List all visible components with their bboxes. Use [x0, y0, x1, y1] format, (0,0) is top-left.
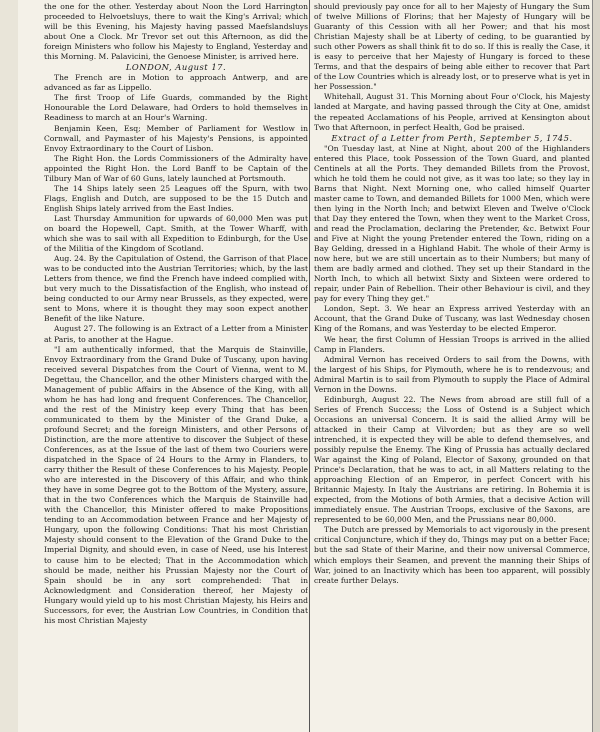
perth-letter-heading: Extract of a Letter from Perth, September 5, 1745.	[331, 132, 573, 143]
paragraph: Benjamin Keen, Esq; Member of Parliament for Westlow in Cornwall, and Paymaster of his Majesty's Pensions, is appointed Envoy Extraordinary to the Court of Lisbon.	[44, 123, 308, 153]
column-divider	[309, 0, 310, 732]
paragraph: London, Sept. 3. We hear an Express arrived Yesterday with an Account, that the Grand Duke of Tuscany, was last Wednesday chosen King of the Romans, and was Yesterday to be elected Emperor.	[314, 304, 590, 334]
paragraph: August 27. The following is an Extract of a Letter from a Minister at Paris, to another at the Hague.	[44, 324, 308, 344]
letter-extract: "I am authentically informed, that the Marquis de Stainville, Envoy Extraordinary from the Grand Duke of Tuscany, upon having received several Dispatches from the Court of Vienna, went to M. Degettau, the Chancellor, and the other Ministers charged with the Management of public Affairs in the Absence of the King, with all whom he has had long and frequent Conferences. The Chancellor, and the rest of the Ministry keep every Thing that has been communicated to them by the Minister of the Grand Duke, a profound Secret; and the foreign Ministers, and other Persons of Distinction, are the more attentive to discover the Subject of these Conferences, as at the Issue of the last of them two Couriers were dispatched in the Space of 24 Hours to the Army in Flanders, to carry thither the Result of these Conferences to his Majesty. People who are interested in the Discovery of this Affair, and who think they have in some Degree got to the Bottom of the Mystery, assure, that in the two Conferences which the Marquis de Stainville had with the Chancellor, this Minister offered to make Propositions tending to an Accommodation between France and her Majesty of Hungary, upon the following Conditions: That his most Christian Majesty should consent to the Elevation of the Grand Duke to the Imperial Dignity, and should even, in case of Need, use his Interest to cause him to be elected; That in the Accommodation which should be made, neither his Prussian Majesty nor the Court of Spain should be in any sort comprehended: That in Acknowledgment and Consideration thereof, her Majesty of Hungary would yield up to his most Christian Majesty, his Heirs and Successors, for ever, the Austrian Low Countries, in Condition that his most Christian Majesty	[44, 344, 308, 625]
edinburgh-paragraph: Edinburgh, August 22. The News from abroad are still full of a Series of French Success; the Loss of Ostend is a Subject which Occasions an universal Concern. It is said the allied Army will be attacked in their Camp at Vilvorden; but as they are so well intrenched, it is expected they will be able to defend themselves, and possibly repulse the Enemy. The King of Prussia has actually declared War against the King of Poland, Elector of Saxony, grounded on that Prince's Declaration, that he was to act, in all Matters relating to the approaching Election of an Emperor, in perfect Concert with his Britannic Majesty. In Italy the Austrians are retiring. In Bohemia it is expected, from the Motions of both Armies, that a decisive Action will immediately ensue. The Austrian Troops, exclusive of the Saxons, are represented to be 60,000 Men, and the Prussians near 80,000.	[314, 394, 590, 525]
whitehall-paragraph: Whitehall, August 31. This Morning about Four o'Clock, his Majesty landed at Margate, and having passed through the City at One, amidst the repeated Acclamations of his People, arrived at Kensington about Two that Afternoon, in perfect Health, God be praised.	[314, 92, 590, 132]
paragraph: We hear, the first Column of Hessian Troops is arrived in the allied Camp in Flanders.	[314, 334, 590, 354]
paragraph: The 14 Ships lately seen 25 Leagues off the Spurn, with two Flags, English and Dutch, are supposed to be the 15 Dutch and English Ships lately arrived from the East Indies.	[44, 183, 308, 213]
paragraph: The Dutch are pressed by Memorials to act vigorously in the present critical Conjuncture, which if they do, Things may put on a better Face; but the sad State of their Marine, and their now universal Commerce, which employs their Seamen, and prevent the manning their Ships of War, joined to an Inactivity which has been too apparent, will possibly create further Delays.	[314, 525, 590, 585]
paragraph: The Right Hon. the Lords Commissioners of the Admiralty have appointed the Right Hon. the Lord Banff to be Captain of the Tilbury Man of War of 60 Guns, lately launched at Portsmouth.	[44, 153, 308, 183]
paragraph: the one for the other. Yesterday about Noon the Lord Harrington proceeded to Helvoetsluys, there to wait the King's Arrival; which will be this Evening, his Majesty having passed Maefslandsluys about One a Clock. Mr Trevor set out this Afternoon, as did the foreign Ministers who follow his Majesty to England, Yesterday and this Morning. M. Palavicini, the Genoese Minister, is arrived here.	[44, 2, 308, 62]
paragraph: Last Thursday Ammunition for upwards of 60,000 Men was put on board the Hopewell, Capt. Smith, at the Tower Wharff, with which she was to sail with all Expedition to Edinburgh, for the Use of the Militia of the Kingdom of Scotland.	[44, 213, 308, 254]
left-column	[44, 2, 308, 730]
paragraph: should previously pay once for all to her Majesty of Hungary the Sum of twelve Millions of Florins; that her Majesty of Hungary will be Guaranty of this Cession with all her Power; and that his most Christian Majesty shall be at Liberty of ceding, to be guarantied by such other Powers as shall think fit to do so. If this is really the Case, it is easy to perceive that her Majesty of Hungary is forced to these Terms, and that the despairs of being able either to recover that Part of the Low Countries which is already lost, or to preserve what is yet in her Possession."	[314, 2, 590, 92]
perth-letter-body: "On Tuesday last, at Nine at Night, about 200 of the Highlanders entered this Place, took Possession of the Town Guard, and planted Centinels at all the Ports. They demanded Billets from the Provost, which he told them he could not give, as it was too late; so they lay in Barns that Night. Next Morning one, who called himself Quarter master came to Town, and demanded Billets for 1000 Men, which were then lying in the North Inch; and betwixt Eleven and Twelve o'Clock that Day they entered the Town, when they went to the Market Cross, and read the Proclamation, declaring the Pretender, &c. Betwixt Four and Five at Night the young Pretender entered the Town, riding on a Bay Gelding, dressed in a Highland Habit. The whole of their Army is now here, but we are still uncertain as to their Numbers; but many of them are badly armed and clothed. They set up their Standard in the North Inch, to which all betwixt Sixty and Sixteen were ordered to repair, under Pain of Rebellion. Their other Behaviour is civil, and they pay for every Thing they get."	[314, 143, 590, 304]
paragraph: Admiral Vernon has received Orders to sail from the Downs, with the largest of his Ships, for Plymouth, where he is to rendezvous; and Admiral Martin is to sail from Plymouth to supply the Place of Admiral Vernon in the Downs.	[314, 354, 590, 394]
right-column	[314, 2, 590, 730]
paragraph: Aug. 24. By the Capitulation of Ostend, the Garrison of that Place was to be conducted into the Austrian Territories; which, by the last Letters from thence, we find the French have indeed complied with, but very much to the Dissatisfaction of the English, who instead of being conducted to our Army near Brussels, as they expected, were sent to Mons, where it is thought they may soon expect another Benefit of the like Nature.	[44, 254, 308, 324]
london-dateline-heading: LONDON, August 17.	[125, 62, 227, 73]
paragraph: The first Troop of Life Guards, commanded by the Right Honourable the Lord Delaware, had Orders to hold themselves in Readiness to march at an Hour's Warning.	[44, 93, 308, 123]
right-page-edge	[592, 0, 600, 732]
paragraph: The French are in Motion to approach Antwerp, and are advanced as far as Lippello.	[44, 73, 308, 93]
left-margin-gutter	[0, 0, 18, 732]
